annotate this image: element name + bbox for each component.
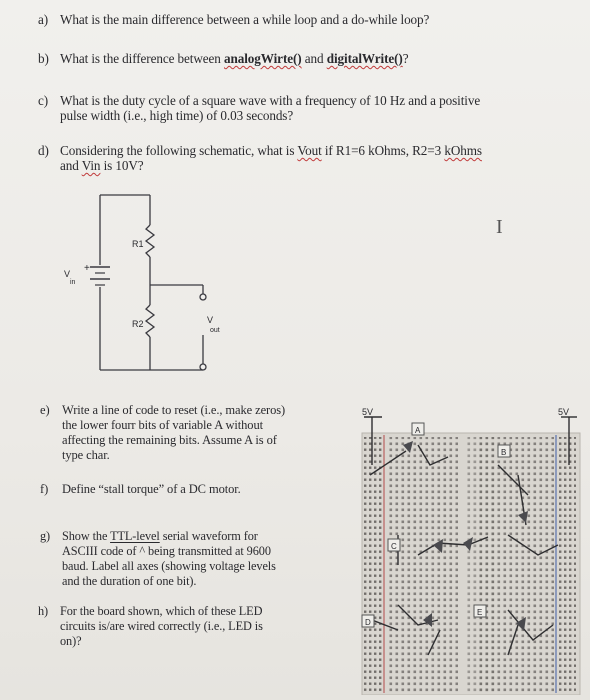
plus-sign: + (84, 263, 90, 274)
question-label: d) (38, 143, 49, 158)
question-label: e) (40, 403, 50, 417)
circuit-label-b: B (501, 448, 507, 457)
question-text: on)? (60, 634, 82, 648)
voltage-divider-schematic (60, 185, 260, 385)
question-c (38, 93, 480, 123)
question-text: affecting the remaining bits. Assume A is of (62, 433, 277, 447)
battery-icon (90, 267, 110, 285)
question-f (40, 482, 241, 497)
r2-label: R2 (132, 319, 144, 329)
power-label-left: 5V (362, 407, 374, 417)
question-text: What is the difference between (60, 51, 224, 66)
function-name: digitalWrite() (326, 51, 403, 66)
question-label: f) (40, 482, 49, 496)
question-text: if R1=6 kOhms, R2=3 (321, 143, 445, 158)
circuit-label-d: D (365, 618, 371, 627)
power-rail-right (558, 437, 576, 692)
question-text: Show the (62, 529, 111, 543)
function-name: analogWirte() (224, 51, 302, 66)
question-label: a) (38, 12, 49, 27)
breadboard-image (358, 405, 583, 695)
question-text: What is the main difference between a while loop and a do-while loop? (60, 12, 430, 27)
question-text: ASCIII code of ^ being transmitted at 9600 (62, 544, 271, 558)
question-text: circuits is/are wired correctly (i.e., LED is (60, 619, 263, 633)
circuit-label-a: A (415, 426, 421, 435)
question-text: is 10V? (100, 158, 144, 173)
question-text: Considering the following schematic, what is (60, 143, 298, 158)
ttl-term: TTL-level (110, 529, 160, 543)
question-g (40, 529, 276, 589)
circuit-label-c: C (391, 542, 397, 551)
question-text: and (60, 158, 82, 173)
text-cursor-icon: I (496, 216, 503, 238)
question-text: serial waveform for (159, 529, 258, 543)
question-label: c) (38, 93, 49, 108)
question-text: and (301, 51, 327, 66)
question-e (40, 403, 285, 463)
vin-label: V (64, 269, 71, 279)
question-text: ? (402, 51, 409, 66)
circuit-label-e: E (477, 608, 483, 617)
power-rail-left (364, 437, 382, 692)
question-b (38, 51, 408, 66)
question-text: What is the duty cycle of a square wave with a frequency of 10 Hz and a positive (60, 93, 481, 108)
question-text: For the board shown, which of these LED (60, 604, 263, 618)
question-text: the lower fourr bits of variable A without (62, 418, 263, 432)
question-text: baud. Label all axes (showing voltage levels (62, 559, 276, 573)
question-text: pulse width (i.e., high time) of 0.03 seconds? (60, 108, 294, 123)
power-label-right: 5V (558, 407, 570, 417)
vout-subscript: out (210, 327, 220, 334)
unit-text: kOhms (444, 143, 482, 158)
question-text: Write a line of code to reset (i.e., make zeros) (62, 403, 286, 417)
question-label: g) (40, 529, 51, 543)
resistor-r1 (146, 225, 154, 257)
terminal-strip-right (476, 437, 554, 692)
variable-name: Vout (297, 143, 322, 158)
terminal-bottom (200, 364, 206, 370)
question-text: and the duration of one bit). (62, 574, 197, 588)
vout-label: V (207, 315, 214, 325)
question-text: type char. (62, 448, 110, 462)
question-d (38, 143, 482, 173)
vin-subscript: in (70, 279, 76, 286)
terminal-top (200, 294, 206, 300)
question-h (38, 604, 263, 649)
r1-label: R1 (132, 239, 144, 249)
question-text: Define “stall torque” of a DC motor. (62, 482, 241, 496)
resistor-r2 (146, 305, 154, 337)
variable-name: Vin (81, 158, 101, 173)
question-label: b) (38, 51, 49, 66)
question-label: h) (38, 604, 49, 618)
question-a (38, 12, 429, 27)
